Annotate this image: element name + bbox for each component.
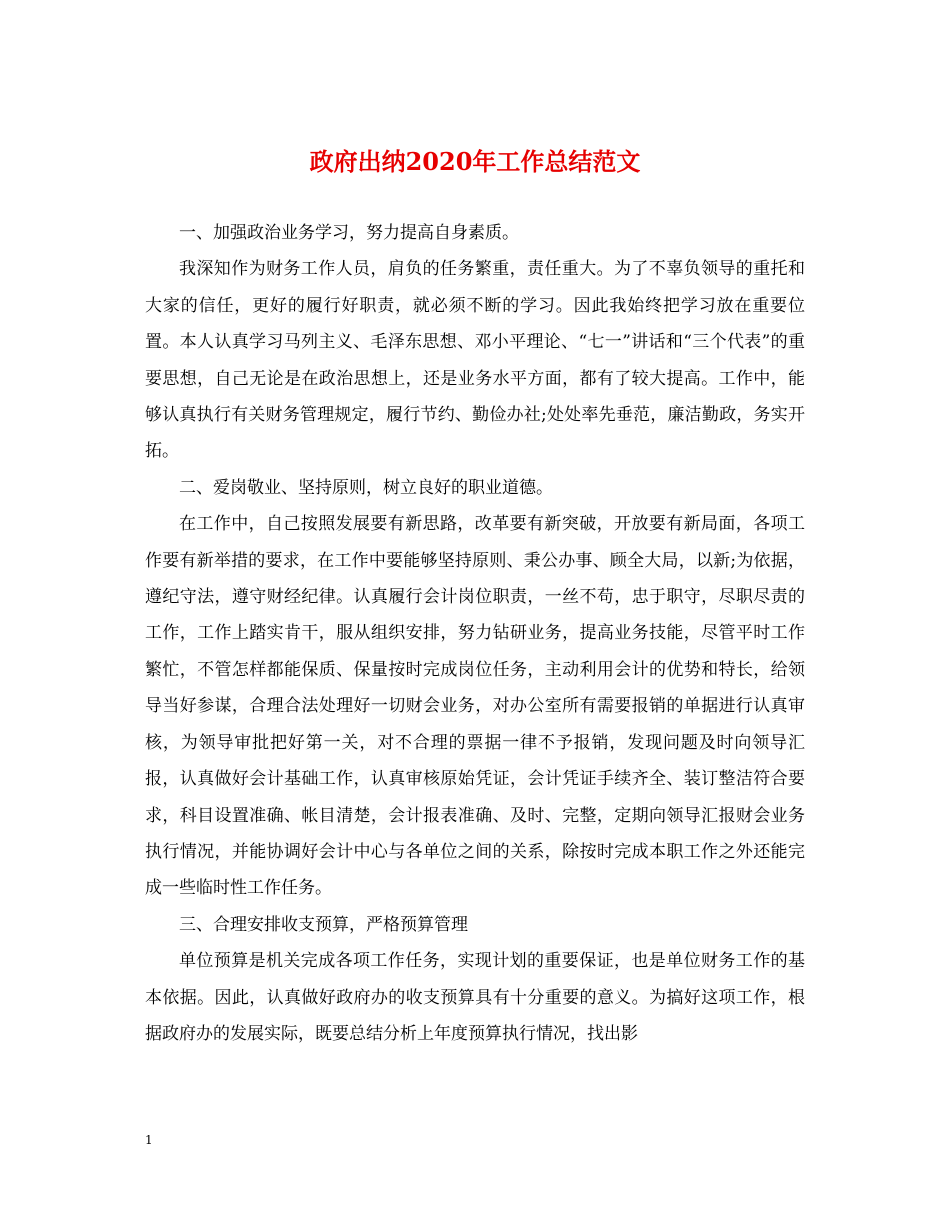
section-heading-1: 一、加强政治业务学习，努力提高自身素质。: [179, 223, 519, 243]
paragraph-2: 在工作中，自己按照发展要有新思路，改革要有新突破，开放要有新局面，各项工作要有新举措的要求，在工作中要能够坚持原则、秉公办事、顾全大局，以新;为依据，遵纪守法，遵守财经纪律。认真履行会计岗位职责，一丝不苟，忠于职守，尽职尽责的工作，工作上踏实肯干，服从组织安排，努力钻研业务，提高业务技能，尽管平时工作繁忙，不管怎样都能保质、保量按时完成岗位任务，主动利用会计的优势和特长，给领导当好参谋，合理合法处理好一切财会业务，对办公室所有需要报销的单据进行认真审核，为领导审批把好第一关，对不合理的票据一律不予报销，发现问题及时向领导汇报，认真做好会计基础工作，认真审核原始凭证，会计凭证手续齐全、装订整洁符合要求，科目设置准确、帐目清楚，会计报表准确、及时、完整，定期向领导汇报财会业务执行情况，并能协调好会计中心与各单位之间的关系，除按时完成本职工作之外还能完成一些临时性工作任务。: [145, 514, 805, 899]
document-body: [145, 215, 805, 1052]
document-title: 政府出纳2020年工作总结范文: [309, 147, 641, 176]
section-heading-2: 二、爱岗敬业、坚持原则，树立良好的职业道德。: [179, 477, 553, 498]
paragraph-1: 我深知作为财务工作人员，肩负的任务繁重，责任重大。为了不辜负领导的重托和大家的信任，更好的履行好职责，就必须不断的学习。因此我始终把学习放在重要位置。本人认真学习马列主义、毛泽东思想、邓小平理论、“七一”讲话和“三个代表”的重要思想，自己无论是在政治思想上，还是业务水平方面，都有了较大提高。工作中，能够认真执行有关财务管理规定，履行节约、勤俭办社;处处率先垂范，廉洁勤政，务实开拓。: [145, 259, 805, 462]
section-heading-3: 三、合理安排收支预算，严格预算管理: [179, 914, 468, 935]
page-number: 1: [145, 1133, 153, 1147]
paragraph-3: 单位预算是机关完成各项工作任务，实现计划的重要保证，也是单位财务工作的基本依据。因此，认真做好政府办的收支预算具有十分重要的意义。为搞好这项工作，根据政府办的发展实际，既要总结分析上年度预算执行情况，找出影: [145, 951, 805, 1044]
